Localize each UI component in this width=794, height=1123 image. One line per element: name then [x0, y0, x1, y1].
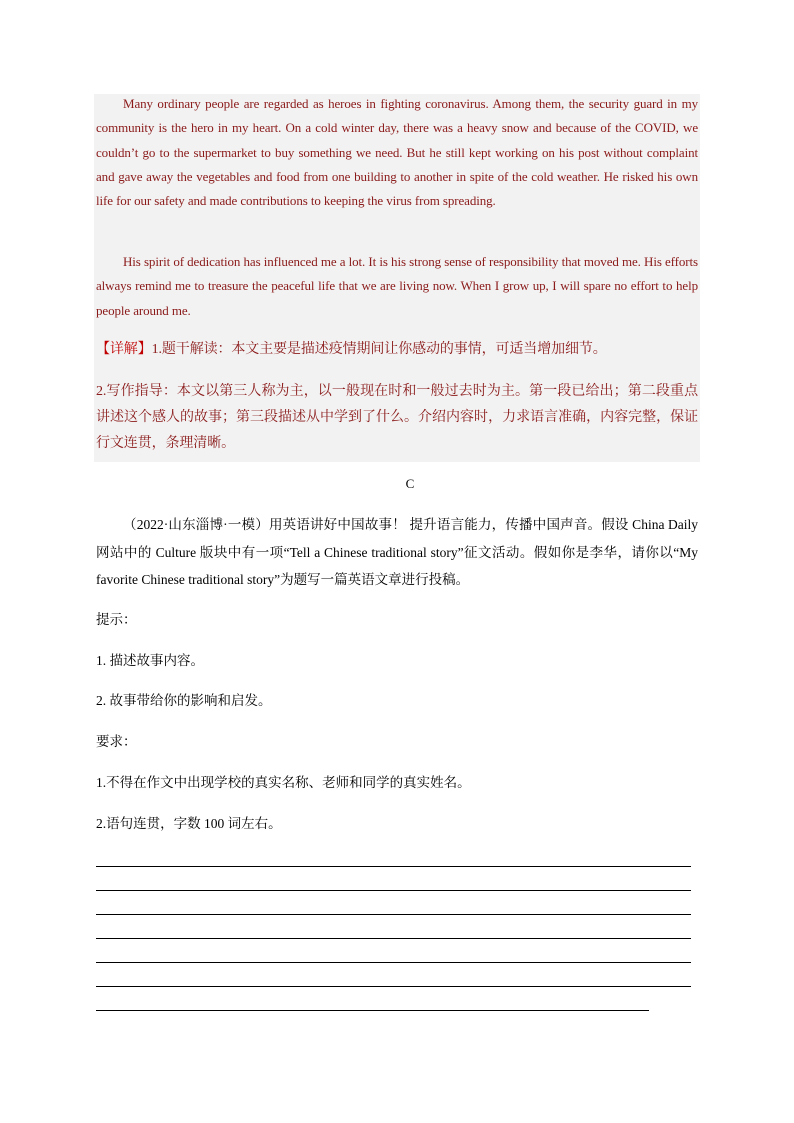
detail-point-1: [96, 338, 698, 362]
essay-paragraph-1: Many ordinary people are regarded as heroes in fighting coronavirus. Among them, the security guard in my community is the hero in my heart. On a cold winter day, there was a heavy snow and because of the COVID, we couldn’t go to the supermarket to buy something we need. But he still kept working on his post without complaint and gave away the vegetables and food from one building to another in spite of the cold weather. He risked his own life for our safety and made contributions to keeping the virus from spreading.: [96, 96, 698, 209]
writing-line[interactable]: [96, 986, 691, 987]
detail-point-1-text: 1.题干解读：本文主要是描述疫情期间让你感动的事情，可适当增加细节。: [151, 342, 607, 357]
detail-label: 【详解】: [96, 342, 152, 357]
question-intro: （2022·山东淄博·一模）用英语讲好中国故事！ 提升语言能力，传播中国声音。假设 China Daily 网站中的 Culture 版块中有一项“Tell a Chinese traditional story”征文活动。假如你是李华，请你以“My favorite Chinese traditional story”为题写一篇英语文章进行投稿。: [96, 517, 698, 587]
requirement-1: 1.不得在作文中出现学校的真实名称、老师和同学的真实姓名。: [96, 775, 471, 790]
requirement-2: 2.语句连贯，字数 100 词左右。: [96, 816, 282, 831]
writing-line[interactable]: [96, 866, 691, 867]
requirements-label: 要求：: [96, 734, 137, 749]
essay-paragraph-2: His spirit of dedication has influenced me a lot. It is his strong sense of responsibility that moved me. His efforts always remind me to treasure the peaceful life that we are living now. When I grow up, I will spare no effort to help people around me.: [96, 254, 698, 318]
hint-2: 2. 故事带给你的影响和启发。: [96, 693, 272, 708]
writing-line[interactable]: [96, 938, 691, 939]
detail-point-2: 2.写作指导：本文以第三人称为主，以一般现在时和一般过去时为主。第一段已给出；第二段重点讲述这个感人的故事；第三段描述从中学到了什么。介绍内容时，力求语言准确，内容完整，保证行文连贯，条理清晰。: [96, 384, 698, 451]
hints-label: 提示：: [96, 612, 137, 627]
writing-line[interactable]: [96, 914, 691, 915]
writing-line[interactable]: [96, 1010, 649, 1011]
section-label: C: [405, 476, 415, 491]
hint-1: 1. 描述故事内容。: [96, 653, 204, 668]
writing-line[interactable]: [96, 962, 691, 963]
writing-line[interactable]: [96, 890, 691, 891]
